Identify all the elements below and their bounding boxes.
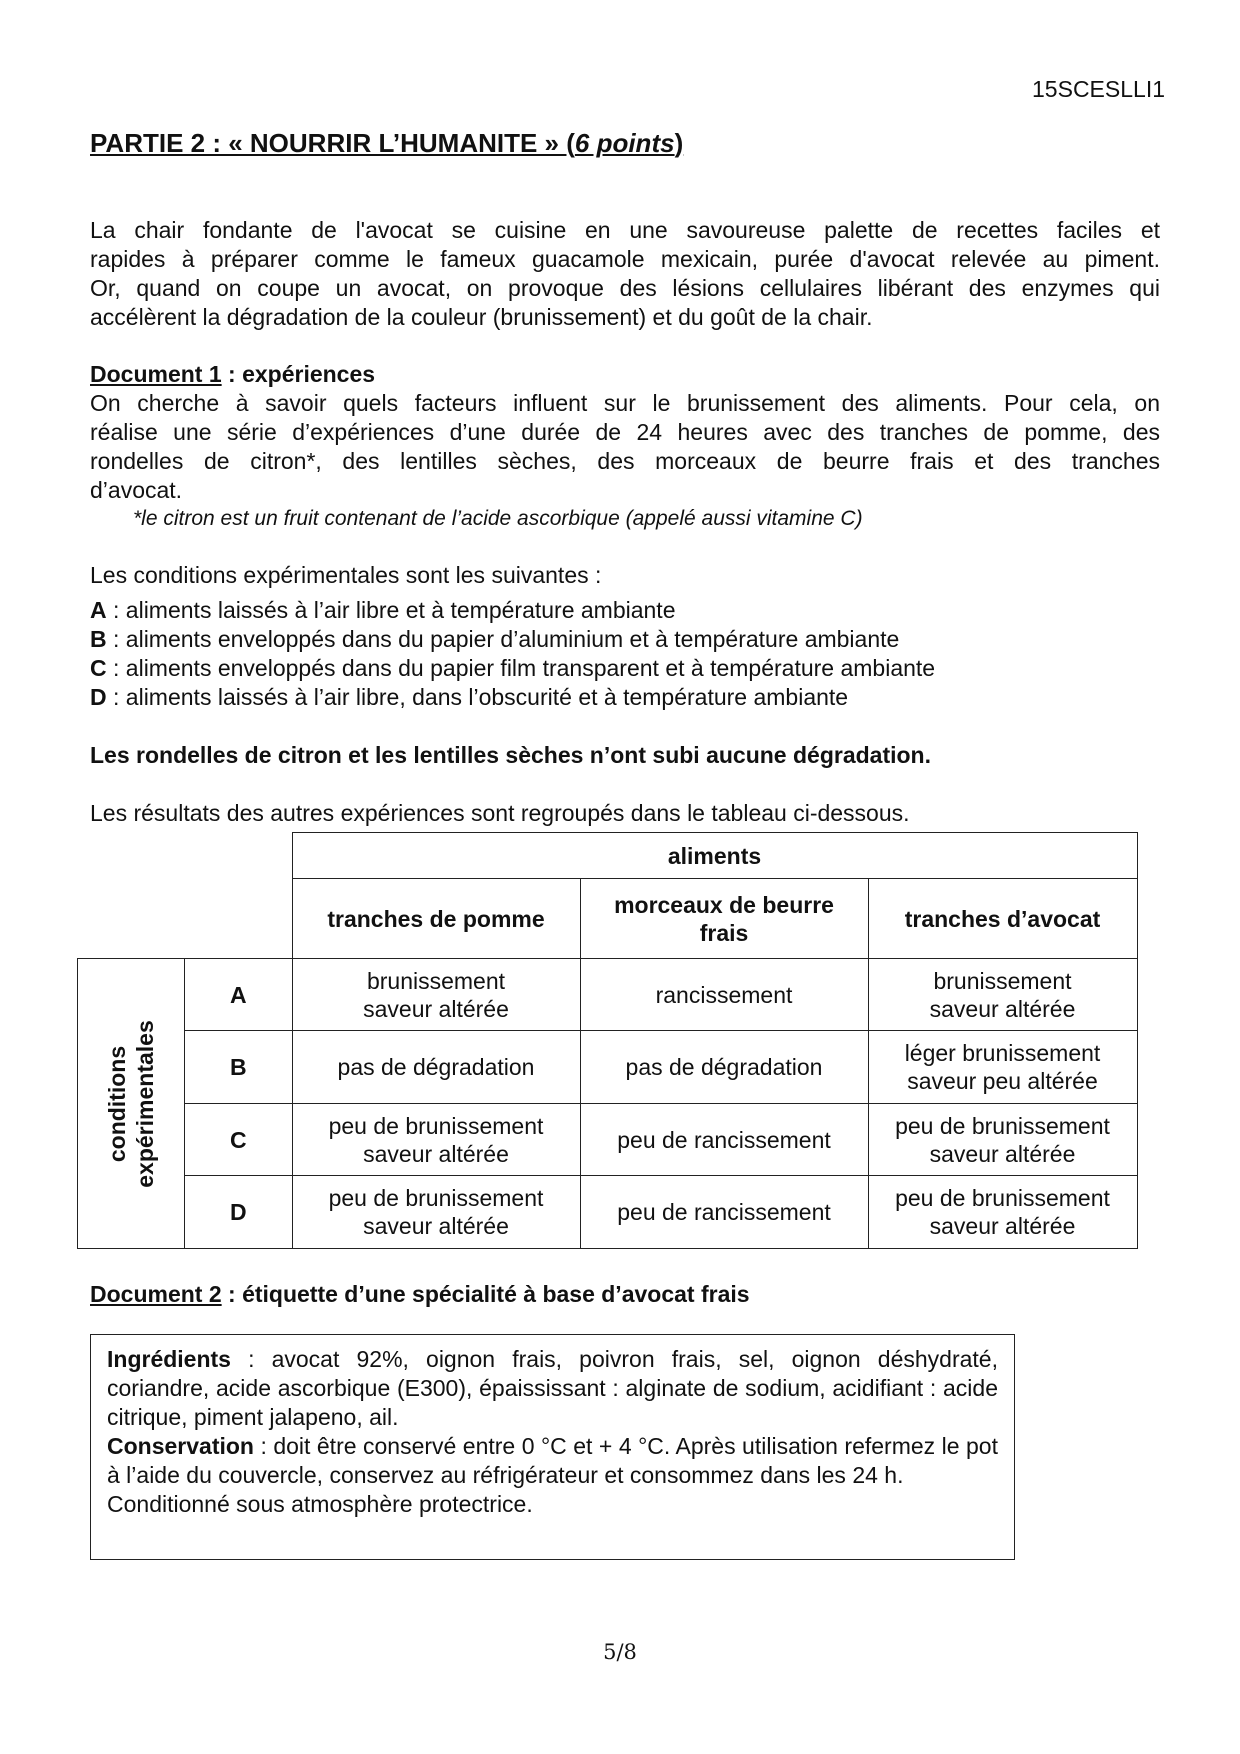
cell-line: peu de rancissement	[617, 1199, 831, 1225]
cell-line: peu de rancissement	[617, 1126, 831, 1153]
cell-line: brunissement	[933, 967, 1072, 994]
column-header	[868, 879, 1137, 959]
doc2-label: Document 2	[90, 1281, 222, 1307]
doc1-heading	[90, 360, 1160, 389]
cell-line: rancissement	[655, 981, 793, 1008]
row-group-label	[103, 1020, 159, 1187]
cell-line: saveur altérée	[363, 1213, 509, 1239]
column-header-line: morceaux de beurre	[614, 891, 834, 918]
empty-cell	[185, 879, 293, 959]
cell-line: saveur altérée	[929, 1213, 1076, 1239]
column-header-line: tranches d’avocat	[904, 905, 1101, 932]
results-table	[77, 832, 1138, 1249]
title-suffix: )	[674, 128, 684, 158]
table-cell	[868, 1031, 1137, 1104]
conservation-paragraph	[107, 1432, 998, 1490]
table-cell	[292, 1031, 580, 1104]
page-title	[90, 128, 683, 159]
ingredients-text: : avocat 92%, oignon frais, poivron frais, sel, oignon déshydraté, coriandre, acide ascorbique (E300), épaississant : alginate de sodium, acidifiant : acide citrique, piment jalapeno, ail.	[107, 1346, 998, 1430]
intro-paragraph	[90, 216, 1160, 332]
document-code: 15SCESLLI1	[1032, 76, 1165, 102]
row-label: A	[185, 959, 293, 1031]
doc1-line: réalise une série d’expériences d’une durée de 24 heures avec des tranches de pomme, des	[90, 419, 1160, 445]
table-cell	[580, 1176, 868, 1249]
conditions-intro: Les conditions expérimentales sont les suivantes :	[90, 562, 602, 588]
conservation-text: : doit être conservé entre 0 °C et + 4 °C. Après utilisation refermez le pot à l’aide du couvercle, conservez au réfrigérateur et consommez dans les 24 h.	[107, 1433, 998, 1488]
cell-line: saveur altérée	[363, 1140, 509, 1167]
title-prefix: PARTIE 2 : « NOURRIR L’HUMANITE » (	[90, 128, 575, 158]
column-header-line: frais	[699, 919, 749, 946]
cell-line: pas de dégradation	[337, 1054, 535, 1080]
intro-line: rapides à préparer comme le fameux guacamole mexicain, purée d'avocat relevée au piment.	[90, 246, 1160, 272]
condition-text: : aliments laissés à l’air libre et à température ambiante	[106, 597, 676, 623]
intro-line: La chair fondante de l'avocat se cuisine en une savoureuse palette de recettes faciles et	[90, 217, 1160, 243]
conditions-list	[90, 596, 935, 712]
column-header-line: tranches de pomme	[327, 905, 545, 932]
table-cell	[868, 1176, 1137, 1249]
condition-text: : aliments enveloppés dans du papier d’aluminium et à température ambiante	[106, 626, 900, 652]
row-label: C	[185, 1104, 293, 1176]
page-number: 5/8	[603, 1640, 637, 1664]
doc1-label: Document 1	[90, 361, 222, 387]
empty-cell	[78, 833, 185, 879]
doc1-paragraph	[90, 389, 1160, 505]
condition-text: : aliments enveloppés dans du papier film transparent et à température ambiante	[106, 655, 936, 681]
cell-line: pas de dégradation	[625, 1054, 823, 1080]
column-header	[580, 879, 868, 959]
row-group-line: conditions	[104, 1045, 130, 1162]
table-cell	[292, 959, 580, 1031]
ingredients-paragraph	[107, 1345, 998, 1432]
row-group-header	[78, 959, 185, 1249]
table-cell	[292, 1104, 580, 1176]
group-header: aliments	[292, 833, 1137, 879]
ingredients-label: Ingrédients	[107, 1346, 231, 1372]
cell-line: saveur altérée	[929, 1140, 1076, 1167]
condition-letter: A	[90, 597, 107, 623]
doc1-line: d’avocat.	[90, 477, 183, 503]
condition-item	[90, 654, 935, 683]
cell-line: peu de brunissement	[328, 1185, 544, 1211]
doc1-line: rondelles de citron*, des lentilles sèches, des morceaux de beurre frais et des tranches	[90, 448, 1160, 474]
column-header	[292, 879, 580, 959]
footnote: *le citron est un fruit contenant de l’acide ascorbique (appelé aussi vitamine C)	[133, 507, 863, 530]
title-points: 6 points	[574, 128, 675, 158]
empty-cell	[185, 833, 293, 879]
table-cell	[292, 1176, 580, 1249]
bold-statement: Les rondelles de citron et les lentilles sèches n’ont subi aucune dégradation.	[90, 742, 931, 768]
doc2-heading	[90, 1280, 1160, 1309]
table-cell	[580, 1104, 868, 1176]
cell-line: peu de brunissement	[328, 1112, 544, 1139]
row-group-line: expérimentales	[132, 1019, 158, 1188]
results-intro: Les résultats des autres expériences sont regroupés dans le tableau ci-dessous.	[90, 800, 910, 826]
doc1-heading-suffix: : expériences	[221, 361, 376, 387]
cell-line: saveur altérée	[363, 995, 509, 1022]
condition-text: : aliments laissés à l’air libre, dans l’obscurité et à température ambiante	[106, 684, 849, 710]
doc2-heading-suffix: : étiquette d’une spécialité à base d’avocat frais	[221, 1281, 750, 1307]
empty-cell	[78, 879, 185, 959]
cell-line: peu de brunissement	[895, 1112, 1110, 1139]
condition-letter: B	[90, 626, 107, 652]
cell-line: peu de brunissement	[895, 1185, 1110, 1211]
table-cell	[580, 1031, 868, 1104]
condition-letter: D	[90, 684, 107, 710]
condition-letter: C	[90, 655, 107, 681]
doc1-line: On cherche à savoir quels facteurs influent sur le brunissement des aliments. Pour cela, on	[90, 390, 1160, 416]
packaging-text: Conditionné sous atmosphère protectrice.	[107, 1491, 533, 1517]
table-cell	[868, 1104, 1137, 1176]
intro-line: Or, quand on coupe un avocat, on provoque des lésions cellulaires libérant des enzymes qui	[90, 275, 1160, 301]
row-label: B	[185, 1031, 293, 1104]
cell-line: brunissement	[366, 967, 506, 994]
table-cell	[580, 959, 868, 1031]
condition-item	[90, 625, 935, 654]
row-label: D	[185, 1176, 293, 1249]
condition-item	[90, 683, 935, 712]
cell-line: saveur peu altérée	[907, 1068, 1098, 1094]
cell-line: saveur altérée	[929, 995, 1076, 1022]
intro-line: accélèrent la dégradation de la couleur (brunissement) et du goût de la chair.	[90, 304, 873, 330]
condition-item	[90, 596, 935, 625]
table-cell	[868, 959, 1137, 1031]
cell-line: léger brunissement	[904, 1040, 1101, 1066]
conservation-label: Conservation	[107, 1433, 254, 1459]
product-label-box	[90, 1334, 1015, 1560]
